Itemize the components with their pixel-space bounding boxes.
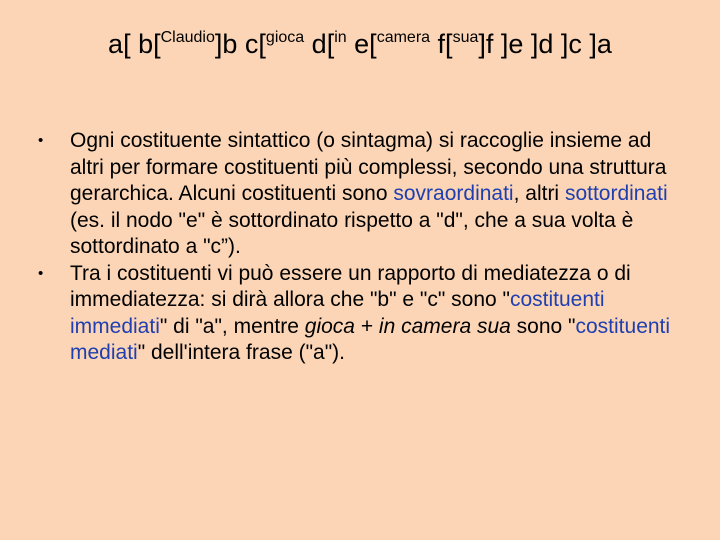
bullet-2-term-mediati: costituenti mediati [70,314,671,364]
bullet-2-text-5: " dell'intera frase ("a"). [137,341,345,364]
bullet-1-text-2: , altri [513,182,565,205]
title-b-open: b[ [138,29,161,59]
title-a-open: a[ [108,29,139,59]
title-sup-camera: camera [376,29,431,46]
title-sup-in: in [334,29,347,46]
title-d-open: d[ [304,29,335,59]
bullet-2-italic-in-camera-sua: in camera sua [378,314,511,338]
bracket-notation-title [0,26,720,67]
title-sup-sua: sua [452,29,479,46]
bullet-1-term-sovraordinati: sovraordinati [393,182,514,205]
bullet-1-term-sottordinati: sottordinati [564,182,668,205]
bullet-icon: • [38,132,44,149]
bullet-2-text-1: Tra i costituenti vi può essere un rapporto di mediatezza o di immediatezza: si dirà allora che "b" e "c" sono " [70,261,631,311]
bullet-item-1 [38,128,688,261]
title-sup-claudio: Claudio [160,29,215,46]
title-f-open: f[ [430,29,453,59]
bullet-2-text-2: " di "a", mentre [159,314,305,338]
bullet-icon: • [38,264,44,282]
bullet-1-text-1: Ogni costituente sintattico (o sintagma) si raccoglie insieme ad altri per formare costituenti più complessi, secondo una struttura gerarchica. Alcuni costituenti sono [70,129,667,205]
title-c-open: c[ [244,29,266,59]
bullet-1-text-3: (es. il nodo "e" è sottordinato rispetto a "d", che a sua volta è sottordinato a "c”). [70,208,634,258]
title-rest: ]f ]e ]d ]c ]a [478,29,612,59]
title-sup-gioca: gioca [265,29,305,46]
bullet-item-2 [38,261,688,367]
bullet-2-italic-gioca: gioca [304,314,355,338]
slide-body [38,128,688,367]
title-e-open: e[ [346,29,377,59]
bullet-2-text-4: sono " [510,314,576,338]
bullet-2-text-3: + [354,314,379,338]
title-b-close: ]b [214,29,245,59]
bullet-2-term-immediati: costituenti immediati [70,288,605,338]
